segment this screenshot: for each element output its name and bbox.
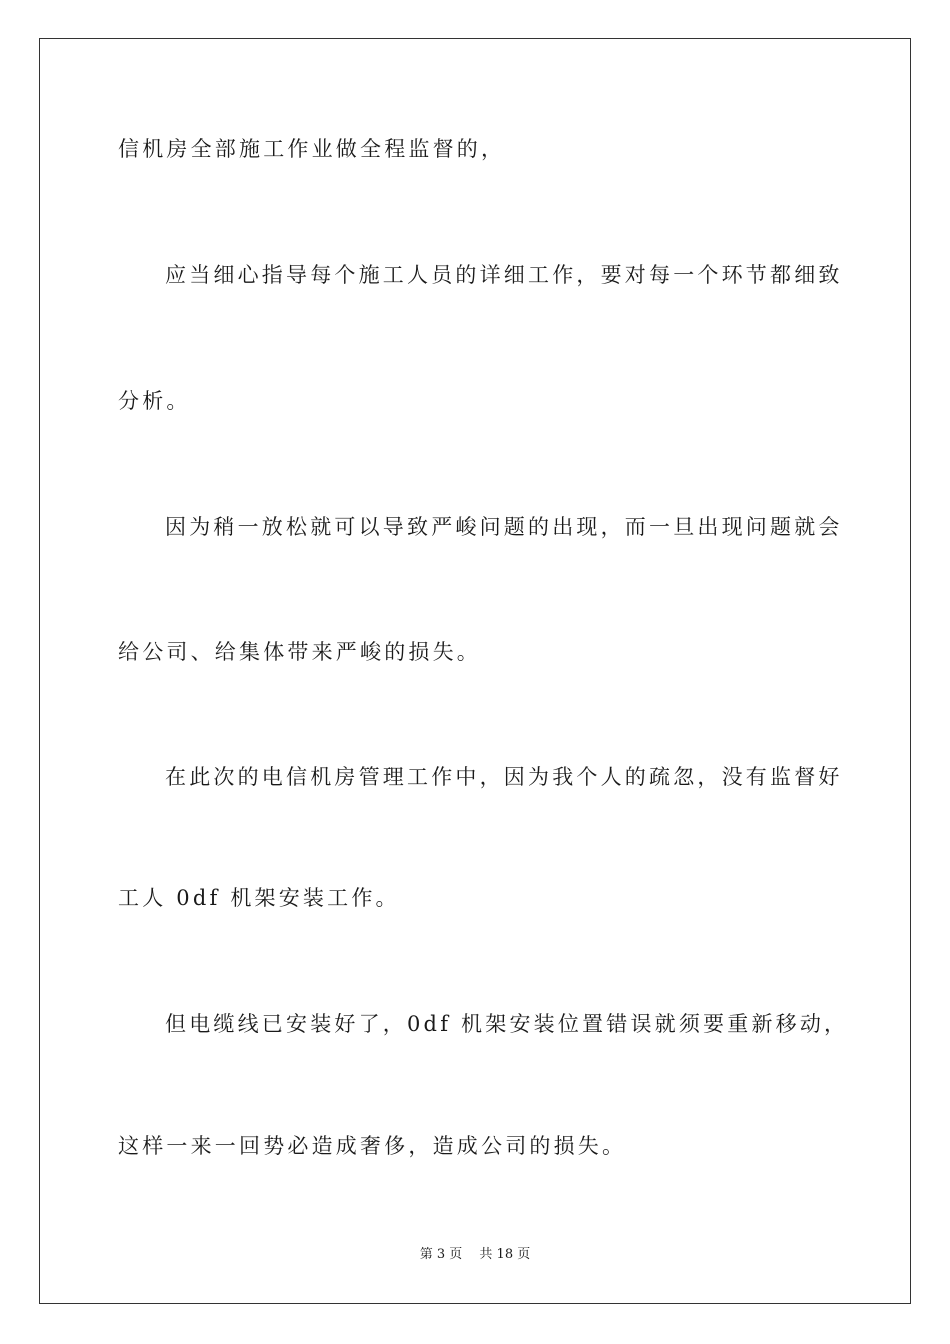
text-line-3: 分析。 (118, 389, 191, 413)
text-line-2: 应当细心指导每个施工人员的详细工作，要对每一个环节都细致 (165, 263, 843, 287)
text-line-6: 在此次的电信机房管理工作中，因为我个人的疏忽，没有监督好 (165, 765, 843, 789)
page-number-footer: 第 3 页 共 18 页 (419, 1247, 531, 1262)
page-border (39, 38, 911, 1304)
text-line-9: 这样一来一回势必造成奢侈，造成公司的损失。 (118, 1134, 627, 1158)
text-line-7: 工人 0df 机架安装工作。 (118, 886, 400, 910)
text-line-4: 因为稍一放松就可以导致严峻问题的出现，而一旦出现问题就会 (165, 515, 843, 539)
text-line-5: 给公司、给集体带来严峻的损失。 (118, 640, 481, 664)
text-line-1: 信机房全部施工作业做全程监督的， (118, 137, 506, 161)
text-line-8: 但电缆线已安装好了，0df 机架安装位置错误就须要重新移动， (165, 1012, 849, 1036)
